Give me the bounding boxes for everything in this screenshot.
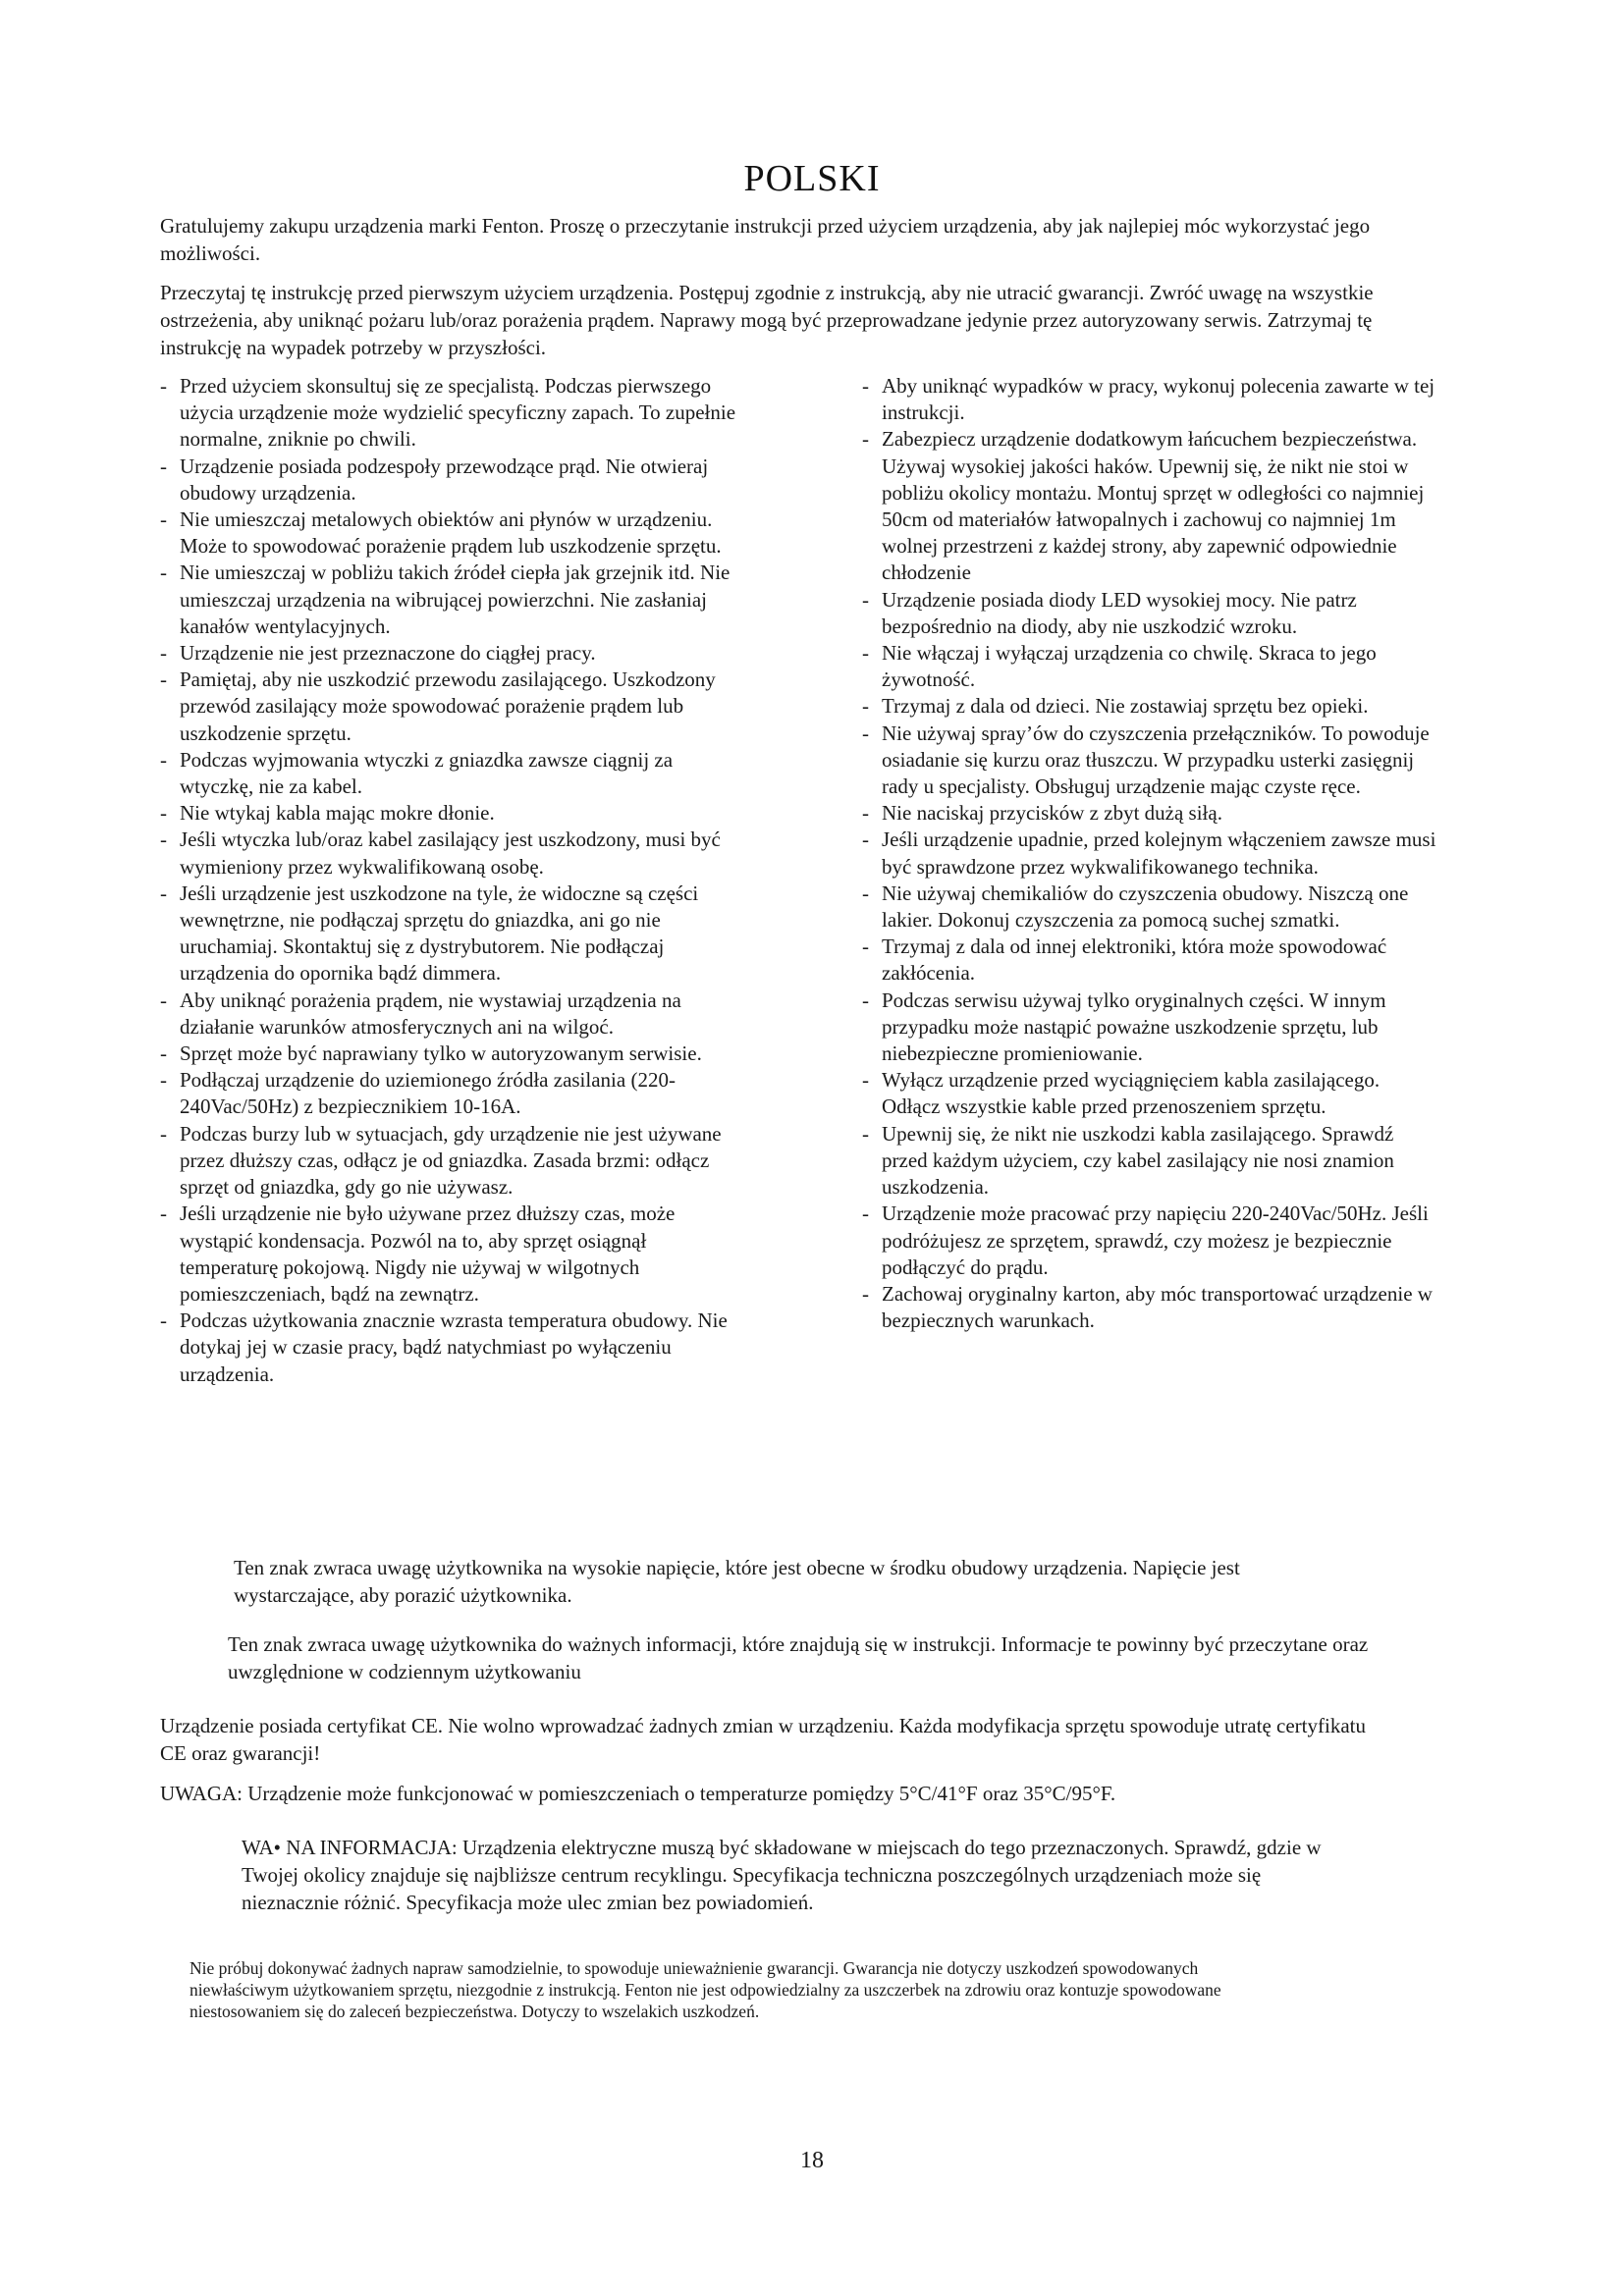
- list-item: - Trzymaj z dala od innej elektroniki, która może spowodować zakłócenia.: [862, 934, 1441, 987]
- list-item: - Pamiętaj, aby nie uszkodzić przewodu zasilającego. Uszkodzony przewód zasilający może spowodować porażenie prądem lub uszkodzenie sprzętu.: [160, 667, 739, 747]
- list-item: - Nie umieszczaj metalowych obiektów ani płynów w urządzeniu. Może to spowodować porażenie prądem lub uszkodzenie sprzętu.: [160, 507, 739, 560]
- list-item: - Nie naciskaj przycisków z zbyt dużą siłą.: [862, 800, 1441, 827]
- ce-certificate-text: Urządzenie posiada certyfikat CE. Nie wolno wprowadzać żadnych zmian w urządzeniu. Każda modyfikacja sprzętu spowoduje utratę certyfikatu CE oraz gwarancji!: [160, 1714, 1366, 1765]
- list-item: - Urządzenie może pracować przy napięciu 220-240Vac/50Hz. Jeśli podróżujesz ze sprzętem, sprawdź, czy możesz je bezpiecznie podłączyć do prądu.: [862, 1201, 1441, 1281]
- list-item: - Sprzęt może być naprawiany tylko w autoryzowanym serwisie.: [160, 1041, 739, 1067]
- list-item: - Podczas burzy lub w sytuacjach, gdy urządzenie nie jest używane przez dłuższy czas, odłącz je od gniazdka. Zasada brzmi: odłącz sprzęt od gniazdka, gdy go nie używasz.: [160, 1121, 739, 1201]
- list-item: - Wyłącz urządzenie przed wyciągnięciem kabla zasilającego. Odłącz wszystkie kable przed przenoszeniem sprzętu.: [862, 1067, 1441, 1120]
- instructions-paragraph: Przeczytaj tę instrukcję przed pierwszym użyciem urządzenia. Postępuj zgodnie z instrukcją, aby nie utracić gwarancji. Zwróć uwagę na wszystkie ostrzeżenia, aby uniknąć pożaru lub/oraz porażenia prądem. Naprawy mogą być przeprowadzane jedynie przez autoryzowany serwis. Zatrzymaj tę instrukcję na wypadek potrzeby w przyszłości.: [160, 281, 1374, 359]
- list-item: - Upewnij się, że nikt nie uszkodzi kabla zasilającego. Sprawdź przed każdym użyciem, czy kabel zasilający nie nosi znamion uszkodzenia.: [862, 1121, 1441, 1201]
- safety-list-right: [862, 373, 1441, 1334]
- list-item: - Jeśli wtyczka lub/oraz kabel zasilający jest uszkodzony, musi być wymieniony przez wykwalifikowaną osobę.: [160, 827, 739, 880]
- page-number: 18: [800, 2148, 824, 2173]
- list-item: - Aby uniknąć wypadków w pracy, wykonuj polecenia zawarte w tej instrukcji.: [862, 373, 1441, 426]
- list-item: - Zachowaj oryginalny karton, aby móc transportować urządzenie w bezpiecznych warunkach.: [862, 1281, 1441, 1334]
- page-title: POLSKI: [743, 158, 881, 199]
- list-item: - Jeśli urządzenie nie było używane przez dłuższy czas, może wystąpić kondensacja. Pozwól na to, aby sprzęt osiągnął temperaturę pokojową. Nigdy nie używaj w wilgotnych pomieszczeniach, bądź na zewnątrz.: [160, 1201, 739, 1308]
- list-item: - Przed użyciem skonsultuj się ze specjalistą. Podczas pierwszego użycia urządzenie może wydzielić specyficzny zapach. To zupełnie normalne, zniknie po chwili.: [160, 373, 739, 454]
- list-item: - Nie włączaj i wyłączaj urządzenia co chwilę. Skraca to jego żywotność.: [862, 640, 1441, 693]
- list-item: - Nie używaj chemikaliów do czyszczenia obudowy. Niszczą one lakier. Dokonuj czyszczenia za pomocą suchej szmatki.: [862, 881, 1441, 934]
- list-item: - Podłączaj urządzenie do uziemionego źródła zasilania (220-240Vac/50Hz) z bezpiecznikiem 10-16A.: [160, 1067, 739, 1120]
- list-item: - Podczas serwisu używaj tylko oryginalnych części. W innym przypadku może nastąpić poważne uszkodzenie sprzętu, lub niebezpieczne promieniowanie.: [862, 988, 1441, 1068]
- list-item: - Urządzenie posiada podzespoły przewodzące prąd. Nie otwieraj obudowy urządzenia.: [160, 454, 739, 507]
- list-item: - Trzymaj z dala od dzieci. Nie zostawiaj sprzętu bez opieki.: [862, 693, 1441, 720]
- list-item: - Podczas wyjmowania wtyczki z gniazdka zawsze ciągnij za wtyczkę, nie za kabel.: [160, 747, 739, 800]
- safety-list-left: [160, 373, 739, 1388]
- voltage-symbol-text: Ten znak zwraca uwagę użytkownika na wysokie napięcie, które jest obecne w środku obudowy urządzenia. Napięcie jest wystarczające, aby porazić użytkownika.: [234, 1556, 1240, 1607]
- temperature-warning-text: UWAGA: Urządzenie może funkcjonować w pomieszczeniach o temperaturze pomiędzy 5°C/41°F oraz 35°C/95°F.: [160, 1782, 1116, 1805]
- list-item: - Urządzenie nie jest przeznaczone do ciągłej pracy.: [160, 640, 739, 667]
- list-item: - Nie używaj spray’ów do czyszczenia przełączników. To powoduje osiadanie się kurzu oraz tłuszczu. W przypadku usterki zasięgnij rady u specjalisty. Obsługuj urządzenie mając czyste ręce.: [862, 721, 1441, 801]
- recycling-info-text: WA• NA INFORMACJA: Urządzenia elektryczne muszą być składowane w miejscach do tego przeznaczonych. Sprawdź, gdzie w Twojej okolicy znajduje się najbliższe centrum recyklingu. Specyfikacja techniczna poszczególnych urządzeniach może się nieznacznie różnić. Specyfikacja może ulec zmian bez powiadomień.: [242, 1836, 1322, 1914]
- list-item: - Urządzenie posiada diody LED wysokiej mocy. Nie patrz bezpośrednio na diody, aby nie uszkodzić wzroku.: [862, 587, 1441, 640]
- info-symbol-text: Ten znak zwraca uwagę użytkownika do ważnych informacji, które znajdują się w instrukcji. Informacje te powinny być przeczytane oraz uwzględnione w codziennym użytkowaniu: [228, 1632, 1369, 1683]
- list-item: - Jeśli urządzenie jest uszkodzone na tyle, że widoczne są części wewnętrzne, nie podłączaj sprzętu do gniazdka, ani go nie uruchamiaj. Skontaktuj się z dystrybutorem. Nie podłączaj urządzenia do opornika bądź dimmera.: [160, 881, 739, 988]
- list-item: - Zabezpiecz urządzenie dodatkowym łańcuchem bezpieczeństwa. Używaj wysokiej jakości haków. Upewnij się, że nikt nie stoi w pobliżu okolicy montażu. Montuj sprzęt w odległości co najmniej 50cm od materiałów łatwopalnych i zachowuj co najmniej 1m wolnej przestrzeni z każdej strony, aby zapewnić odpowiednie chłodzenie: [862, 426, 1441, 586]
- list-item: - Aby uniknąć porażenia prądem, nie wystawiaj urządzenia na działanie warunków atmosferycznych ani na wilgoć.: [160, 988, 739, 1041]
- list-item: - Podczas użytkowania znacznie wzrasta temperatura obudowy. Nie dotykaj jej w czasie pracy, bądź natychmiast po wyłączeniu urządzenia.: [160, 1308, 739, 1388]
- list-item: - Nie wtykaj kabla mając mokre dłonie.: [160, 800, 739, 827]
- warranty-disclaimer: Nie próbuj dokonywać żadnych napraw samodzielnie, to spowoduje unieważnienie gwarancji. Gwarancja nie dotyczy uszkodzeń spowodowanych niewłaściwym użytkowaniem sprzętu, niezgodnie z instrukcją. Fenton nie jest odpowiedzialny za uszczerbek na zdrowiu oraz kontuzje spowodowane niestosowaniem się do zaleceń bezpieczeństwa. Dotyczy to wszelakich uszkodzeń.: [189, 1958, 1221, 2021]
- intro-paragraph: Gratulujemy zakupu urządzenia marki Fenton. Proszę o przeczytanie instrukcji przed użyciem urządzenia, aby jak najlepiej móc wykorzystać jego możliwości.: [160, 214, 1371, 265]
- list-item: - Nie umieszczaj w pobliżu takich źródeł ciepła jak grzejnik itd. Nie umieszczaj urządzenia na wibrującej powierzchni. Nie zasłaniaj kanałów wentylacyjnych.: [160, 560, 739, 640]
- list-item: - Jeśli urządzenie upadnie, przed kolejnym włączeniem zawsze musi być sprawdzone przez wykwalifikowanego technika.: [862, 827, 1441, 880]
